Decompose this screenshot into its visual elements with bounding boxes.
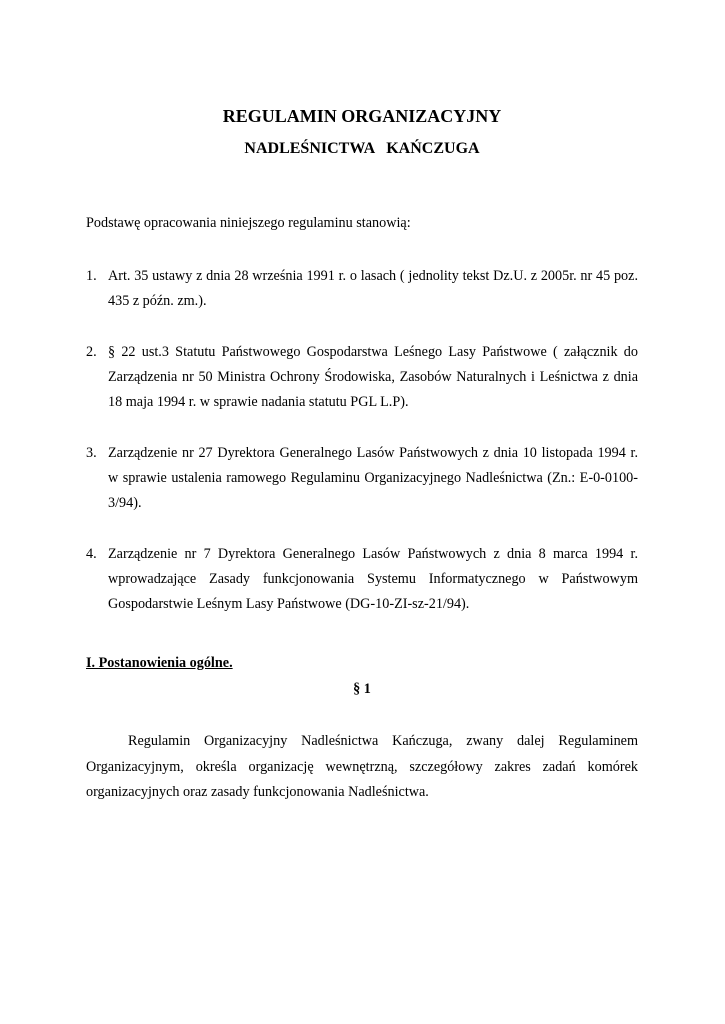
list-item xyxy=(86,542,638,617)
document-subtitle: NADLEŚNICTWA KAŃCZUGA xyxy=(244,140,480,157)
list-item-number: 1. xyxy=(86,268,97,284)
list-item-number: 2. xyxy=(86,344,97,360)
list-item-number: 4. xyxy=(86,546,97,562)
document-title: REGULAMIN ORGANIZACYJNY xyxy=(222,106,502,126)
list-item-text: Art. 35 ustawy z dnia 28 września 1991 r. o lasach ( jednolity tekst Dz.U. z 2005r. nr 45 poz. 435 z późn. zm.). xyxy=(108,268,638,309)
list-item xyxy=(86,340,638,415)
document-page xyxy=(86,0,638,1024)
list-item-number: 3. xyxy=(86,445,97,461)
paragraph-sign: § 1 xyxy=(353,681,371,697)
list-item-text: § 22 ust.3 Statutu Państwowego Gospodarstwa Leśnego Lasy Państwowe ( załącznik do Zarządzenia nr 50 Ministra Ochrony Środowiska, Zasobów Naturalnych i Leśnictwa z dnia 18 maja 1994 r. w sprawie nadania statutu PGL L.P). xyxy=(108,344,638,410)
paragraph-body: Regulamin Organizacyjny Nadleśnictwa Kańczuga, zwany dalej Regulaminem Organizacyjnym, określa organizację wewnętrzną, szczegółowy zakres zadań komórek organizacyjnych oraz zasady funkcjonowania Nadleśnictwa. xyxy=(86,733,638,800)
intro-text: Podstawę opracowania niniejszego regulaminu stanowią: xyxy=(86,215,411,231)
section-heading: I. Postanowienia ogólne. xyxy=(86,655,233,671)
list-item-text: Zarządzenie nr 27 Dyrektora Generalnego Lasów Państwowych z dnia 10 listopada 1994 r. w sprawie ustalenia ramowego Regulaminu Organizacyjnego Nadleśnictwa (Zn.: E-0-0100-3/94). xyxy=(108,445,638,511)
legal-basis-list xyxy=(86,264,638,643)
list-item xyxy=(86,441,638,516)
list-item-text: Zarządzenie nr 7 Dyrektora Generalnego Lasów Państwowych z dnia 8 marca 1994 r. wprowadzające Zasady funkcjonowania Systemu Informatycznego w Państwowym Gospodarstwie Leśnym Lasy Państwowe (DG-10-ZI-sz-21/94). xyxy=(108,546,638,612)
list-item xyxy=(86,264,638,314)
